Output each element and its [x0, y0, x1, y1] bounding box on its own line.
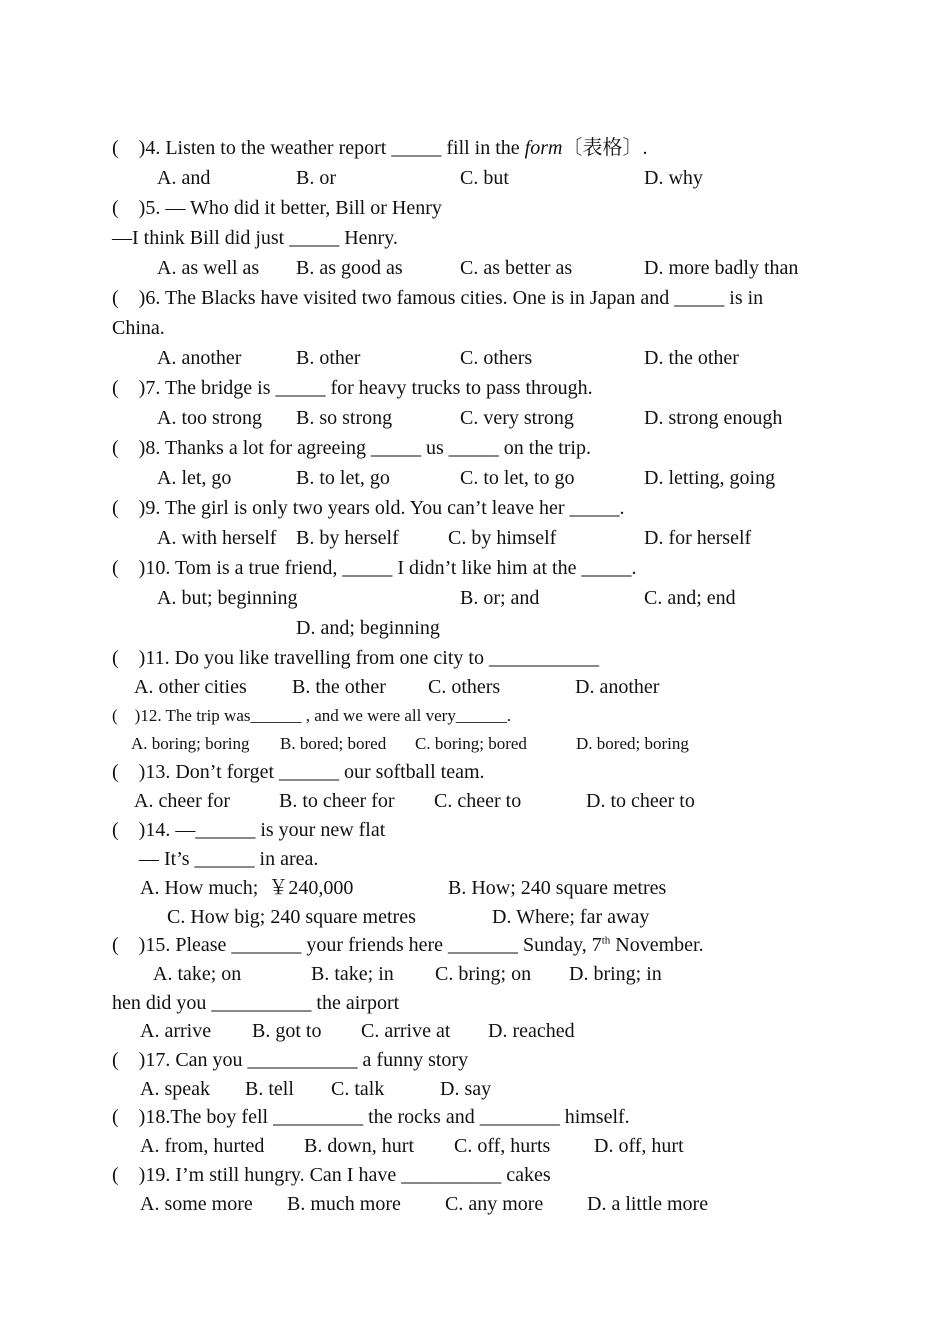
q17-option-a: A. speak — [140, 1078, 210, 1100]
question-17-stem: ( )17. Can you ___________ a funny story — [112, 1049, 469, 1071]
q19-option-c: C. any more — [445, 1193, 544, 1215]
question-5-stem-2: —I think Bill did just _____ Henry. — [112, 227, 398, 249]
q13-option-b: B. to cheer for — [279, 790, 395, 812]
question-15-stem — [112, 932, 704, 958]
q15-option-d: D. bring; in — [569, 963, 662, 985]
q8-option-c: C. to let, to go — [460, 467, 575, 489]
q15-stem-sup: th — [601, 934, 611, 947]
question-7-stem: ( )7. The bridge is _____ for heavy trucks to pass through. — [112, 377, 593, 399]
q8-option-b: B. to let, go — [296, 467, 390, 489]
q12-option-b: B. bored; bored — [280, 734, 387, 753]
q14-option-d: D. Where; far away — [492, 906, 650, 928]
q16-option-d: D. reached — [488, 1020, 575, 1042]
question-6-stem-2: China. — [112, 317, 165, 339]
question-11-stem: ( )11. Do you like travelling from one city to ___________ — [112, 647, 599, 669]
q16-option-c: C. arrive at — [361, 1020, 451, 1042]
q18-option-b: B. down, hurt — [304, 1135, 414, 1157]
q10-option-c: C. and; end — [644, 587, 736, 609]
q4-option-a: A. and — [157, 167, 211, 189]
q19-option-d: D. a little more — [587, 1193, 709, 1215]
q11-option-d: D. another — [575, 676, 660, 698]
q14-option-b: B. How; 240 square metres — [448, 877, 667, 899]
question-18-stem: ( )18.The boy fell _________ the rocks and ________ himself. — [112, 1106, 630, 1128]
q6-option-c: C. others — [460, 347, 533, 369]
q7-option-d: D. strong enough — [644, 407, 783, 429]
q10-option-b: B. or; and — [460, 587, 540, 609]
q18-option-d: D. off, hurt — [594, 1135, 684, 1157]
q15-option-b: B. take; in — [311, 963, 394, 985]
question-12-stem: ( )12. The trip was______ , and we were all very______. — [112, 706, 512, 725]
q19-option-a: A. some more — [140, 1193, 253, 1215]
q4-stem-form: form — [524, 137, 563, 159]
q14-option-a: A. How much; ￥240,000 — [140, 877, 354, 899]
q12-option-c: C. boring; bored — [415, 734, 527, 753]
question-5-stem: ( )5. — Who did it better, Bill or Henry — [112, 197, 442, 219]
q6-option-a: A. another — [157, 347, 242, 369]
q10-option-d: D. and; beginning — [296, 617, 440, 639]
q9-option-a: A. with herself — [157, 527, 277, 549]
question-8-stem: ( )8. Thanks a lot for agreeing _____ us _____ on the trip. — [112, 437, 591, 459]
question-19-stem: ( )19. I’m still hungry. Can I have __________ cakes — [112, 1164, 551, 1186]
q10-option-a: A. but; beginning — [157, 587, 298, 609]
q15-option-a: A. take; on — [153, 963, 242, 985]
q15-stem-text: ( )15. Please _______ your friends here _______ Sunday, 7 — [112, 934, 602, 956]
q15-stem-tail: November. — [610, 934, 704, 956]
question-4-stem — [112, 135, 647, 161]
q9-option-c: C. by himself — [448, 527, 557, 549]
q5-option-b: B. as good as — [296, 257, 403, 279]
question-16-stem: hen did you __________ the airport — [112, 992, 400, 1014]
question-13-stem: ( )13. Don’t forget ______ our softball team. — [112, 761, 485, 783]
q11-option-b: B. the other — [292, 676, 386, 698]
q11-option-a: A. other cities — [134, 676, 247, 698]
q12-option-d: D. bored; boring — [576, 734, 689, 753]
q5-option-d: D. more badly than — [644, 257, 799, 279]
q5-option-a: A. as well as — [157, 257, 260, 279]
question-6-stem: ( )6. The Blacks have visited two famous cities. One is in Japan and _____ is in — [112, 287, 764, 309]
q9-option-b: B. by herself — [296, 527, 399, 549]
q7-option-b: B. so strong — [296, 407, 393, 429]
q4-option-b: B. or — [296, 167, 336, 189]
q17-option-c: C. talk — [331, 1078, 385, 1100]
q14-option-c: C. How big; 240 square metres — [167, 906, 416, 928]
q17-option-d: D. say — [440, 1078, 492, 1100]
q12-option-a: A. boring; boring — [131, 734, 250, 753]
question-14-stem-2: — It’s ______ in area. — [139, 848, 319, 870]
q13-option-a: A. cheer for — [134, 790, 231, 812]
q18-option-c: C. off, hurts — [454, 1135, 551, 1157]
q7-option-a: A. too strong — [157, 407, 262, 429]
q16-option-b: B. got to — [252, 1020, 322, 1042]
question-10-stem: ( )10. Tom is a true friend, _____ I didn’t like him at the _____. — [112, 557, 637, 579]
q19-option-b: B. much more — [287, 1193, 401, 1215]
q4-option-d: D. why — [644, 167, 703, 189]
q18-option-a: A. from, hurted — [140, 1135, 265, 1157]
q4-stem-text: ( )4. Listen to the weather report _____ fill in the — [112, 137, 525, 159]
q16-option-a: A. arrive — [140, 1020, 212, 1042]
q6-option-b: B. other — [296, 347, 361, 369]
q4-stem-tail: 〔表格〕. — [562, 137, 648, 159]
q11-option-c: C. others — [428, 676, 501, 698]
q17-option-b: B. tell — [245, 1078, 294, 1100]
q6-option-d: D. the other — [644, 347, 739, 369]
q13-option-c: C. cheer to — [434, 790, 522, 812]
question-14-stem: ( )14. —______ is your new flat — [112, 819, 386, 841]
q9-option-d: D. for herself — [644, 527, 752, 549]
question-9-stem: ( )9. The girl is only two years old. You can’t leave her _____. — [112, 497, 625, 519]
q15-option-c: C. bring; on — [435, 963, 532, 985]
q7-option-c: C. very strong — [460, 407, 574, 429]
q13-option-d: D. to cheer to — [586, 790, 695, 812]
q5-option-c: C. as better as — [460, 257, 573, 279]
q8-option-d: D. letting, going — [644, 467, 776, 489]
q8-option-a: A. let, go — [157, 467, 232, 489]
q4-option-c: C. but — [460, 167, 509, 189]
